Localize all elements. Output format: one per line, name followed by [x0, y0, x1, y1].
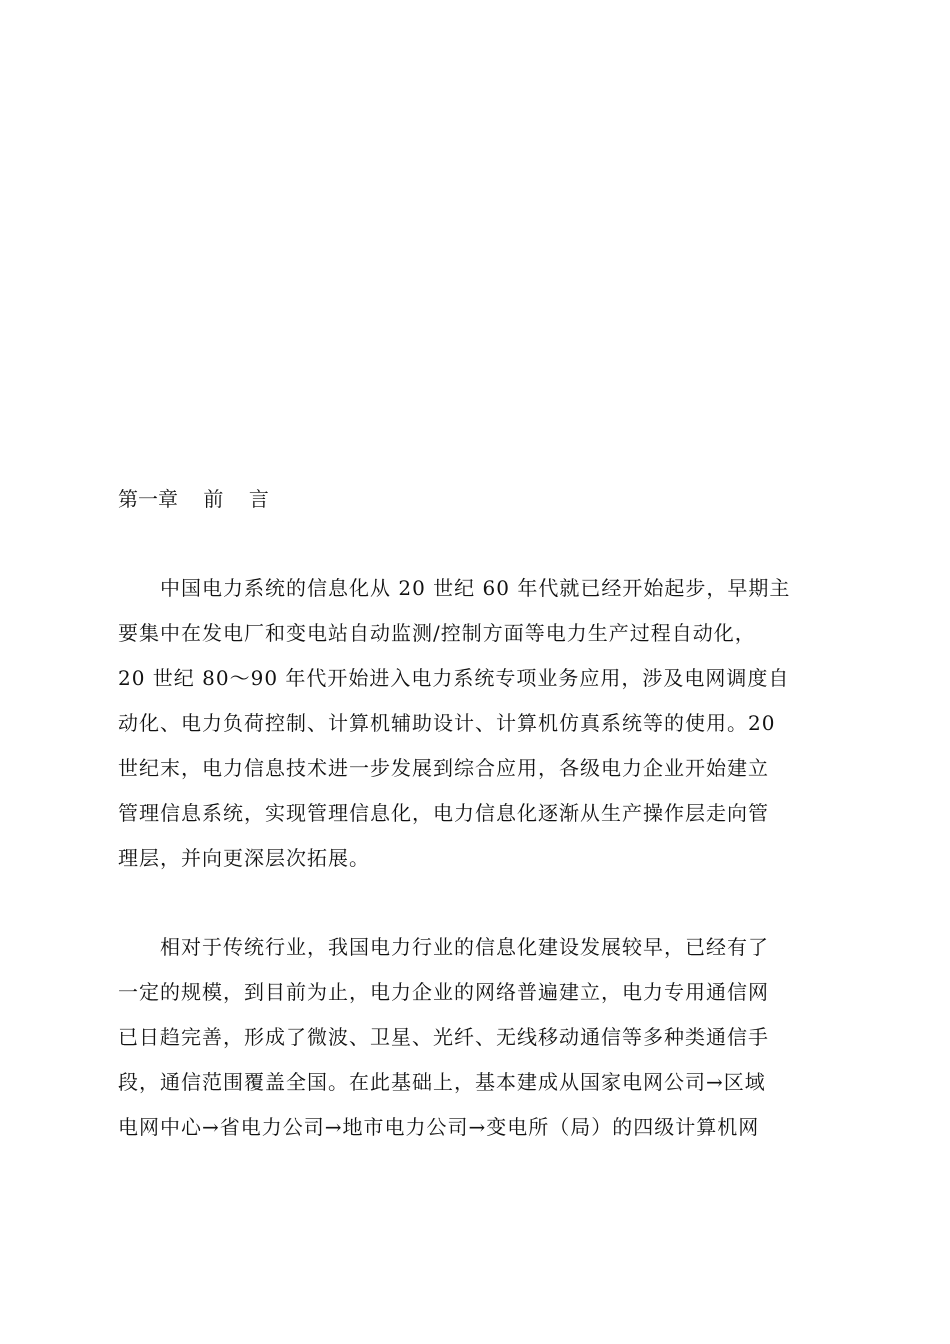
paragraph-line: 已日趋完善，形成了微波、卫星、光纤、无线移动通信等多种类通信手 [118, 1025, 769, 1049]
paragraph-line: 一定的规模，到目前为止，电力企业的网络普遍建立，电力专用通信网 [118, 980, 769, 1004]
chapter-heading: 第一章 前 言 [118, 487, 269, 511]
paragraph-2 [118, 925, 808, 1150]
paragraph-line: 20 世纪 80～90 年代开始进入电力系统专项业务应用，涉及电网调度自 [118, 666, 790, 690]
paragraph-line: 电网中心→省电力公司→地市电力公司→变电所（局）的四级计算机网 [118, 1115, 760, 1139]
paragraph-line: 管理信息系统，实现管理信息化，电力信息化逐渐从生产操作层走向管 [118, 801, 769, 825]
paragraph-line: 段，通信范围覆盖全国。在此基础上，基本建成从国家电网公司→区域 [118, 1070, 766, 1094]
paragraph-line: 相对于传统行业，我国电力行业的信息化建设发展较早，已经有了 [160, 935, 769, 959]
paragraph-line: 世纪末，电力信息技术进一步发展到综合应用，各级电力企业开始建立 [118, 756, 769, 780]
paragraph-line: 中国电力系统的信息化从 20 世纪 60 年代就已经开始起步，早期主 [160, 576, 791, 600]
paragraph-line: 要集中在发电厂和变电站自动监测/控制方面等电力生产过程自动化， [118, 621, 756, 645]
paragraph-1 [118, 566, 808, 881]
paragraph-line: 动化、电力负荷控制、计算机辅助设计、计算机仿真系统等的使用。20 [118, 711, 776, 735]
paragraph-line: 理层，并向更深层次拓展。 [118, 846, 370, 870]
